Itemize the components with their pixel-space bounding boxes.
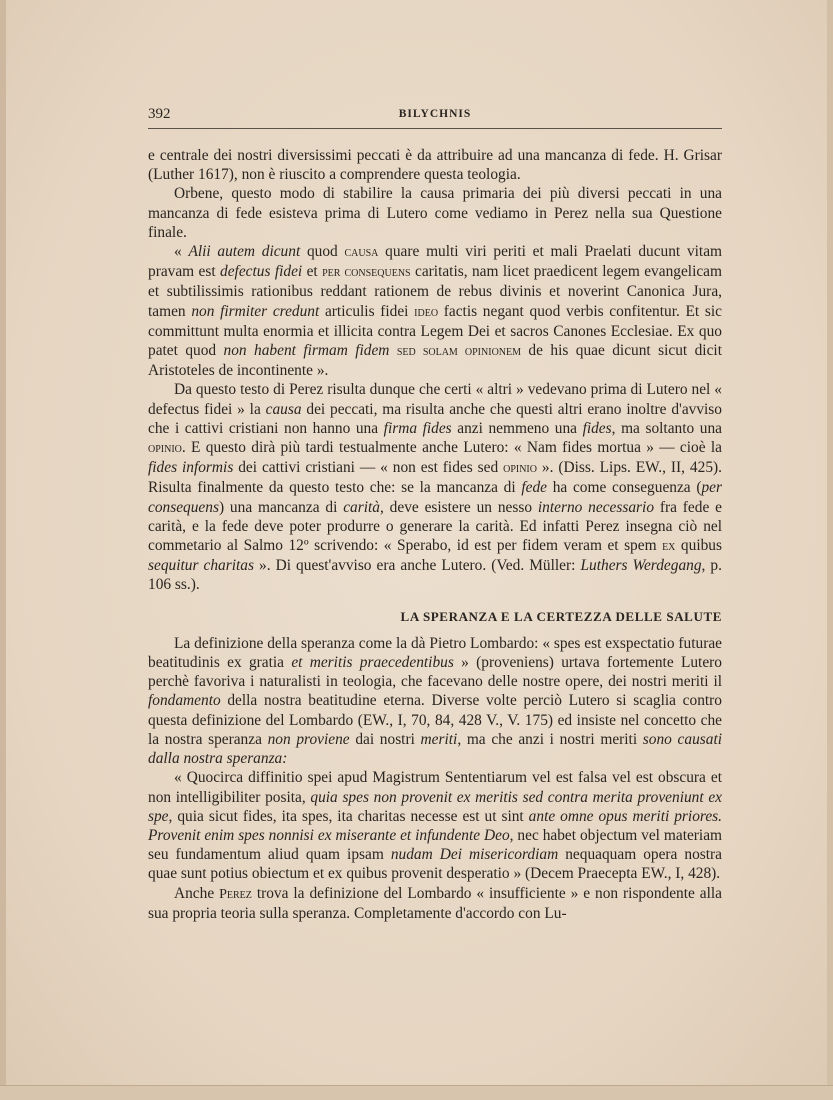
paragraph-p7: Anche Perez trova la definizione del Lombardo « insufficiente » e non rispondente alla sua propria teoria sulla speranza. Completamente d'accordo con Lu-: [148, 884, 723, 922]
italic-text: causa: [265, 400, 302, 418]
italic-text: fides: [582, 419, 612, 437]
page-edge-right: [827, 0, 833, 1100]
page-edge-left: [0, 0, 6, 1100]
running-title: BILYCHNIS: [398, 108, 472, 120]
italic-text: ante omne opus meriti priores. Provenit enim spes nonnisi ex miserante et infundente Deo: [148, 807, 722, 844]
small-caps-text: sed solam opinionem: [396, 344, 522, 360]
italic-text: non firmiter credunt: [191, 302, 320, 320]
italic-text: per consequens: [148, 479, 722, 516]
paragraph-p6: « Quocirca diffinitio spei apud Magistrum Sententiarum vel est falsa vel est obscura et non intelligibiliter posita, quia spes non provenit ex meritis sed contra merita proveniunt ex spe, quia sicut fides, ita spes, ita charitas necesse est ut sint ante omne opus meriti priores. Provenit enim spes nonnisi ex miserante et infundente Deo, nec habet objectum vel materiam seu fundamentum aliud quam ipsam nudam Dei misericordiam nequaquam opera nostra quae sunt potius obiectum et ex quibus provenit desperatio » (Decem Praecepta EW., I, 428).: [148, 769, 723, 883]
paragraphs-before-heading: [148, 146, 722, 595]
italic-text: sequitur charitas: [148, 557, 254, 575]
italic-text: carità: [343, 498, 380, 516]
italic-text: Luthers Werdegang: [580, 557, 702, 575]
italic-text: interno necessario: [537, 498, 655, 516]
italic-text: quia spes non provenit ex meritis sed contra merita proveniunt ex spe: [148, 788, 722, 825]
italic-text: fondamento: [148, 692, 221, 710]
page-edge-bottom: [0, 1085, 833, 1100]
small-caps-text: Perez: [219, 886, 252, 902]
italic-text: defectus fidei: [220, 263, 303, 281]
small-caps-text: opinio: [148, 441, 182, 457]
paragraph-p1: e centrale dei nostri diversissimi peccati è da attribuire ad una mancanza di fede. H. Grisar (Luther 1617), non è riuscito a comprendere questa teologia.: [148, 147, 722, 184]
paragraphs-after-heading: [148, 634, 722, 923]
italic-text: firma fides: [383, 419, 452, 437]
paragraph-p2: Orbene, questo modo di stabilire la causa primaria dei più diversi peccati in una mancanza di fede esisteva prima di Lutero come vediamo in Perez nella sua Questione finale.: [148, 185, 722, 241]
italic-text: fides informis: [148, 459, 234, 477]
italic-text: fede: [521, 479, 548, 497]
small-caps-text: ex: [662, 539, 676, 555]
small-caps-text: ideo: [414, 304, 439, 320]
page-number: 392: [148, 106, 171, 122]
italic-text: Alii autem dicunt: [188, 243, 301, 261]
paragraph-p5: La definizione della speranza come la dà Pietro Lombardo: « spes est exspectatio futurae beatitudinis ex gratia et meritis praecedentibus » (proveniens) urtava fortemente Lutero perchè favoriva i naturalisti in teologia, che facevano delle nostre opere, dei nostri meriti il fondamento della nostra beatitudine eterna. Diverse volte perciò Lutero si scaglia contro questa definizione del Lombardo (EW., I, 70, 84, 428 V., V. 175) ed insiste nel concetto che la nostra speranza non proviene dai nostri meriti, ma che anzi i nostri meriti sono causati dalla nostra speranza:: [148, 634, 723, 768]
small-caps-text: per consequens: [322, 265, 411, 281]
italic-text: et meritis praecedentibus: [291, 654, 454, 672]
italic-text: meriti: [420, 730, 458, 748]
paragraph-p4: Da questo testo di Perez risulta dunque che certi « altri » vedevano prima di Lutero nel « defectus fidei » la causa dei peccati, ma risulta anche che questi altri erano inoltre d'avviso che i cattivi cristiani non hanno una firma fides anzi nemmeno una fides, ma soltanto una opinio. E questo dirà più tardi testualmente anche Lutero: « Nam fides mortua » — cioè la fides informis dei cattivi cristiani — « non est fides sed opinio ». (Diss. Lips. EW., II, 425). Risulta finalmente da questo testo che: se la mancanza di fede ha come conseguenza (per consequens) una mancanza di carità, deve esistere un nesso interno necessario fra fede e carità, e la fede deve poter produrre o generare la carità. Ed infatti Perez insegna ciò nel commetario al Salmo 12º scrivendo: « Sperabo, id est per fidem veram et spem ex quibus sequitur charitas ». Di quest'avviso era anche Lutero. (Ved. Müller: Luthers Werdegang, p. 106 ss.).: [148, 381, 722, 594]
page-header: [148, 106, 722, 129]
small-caps-text: causa: [344, 245, 379, 261]
italic-text: non proviene: [267, 730, 350, 748]
italic-text: nudam Dei misericordiam: [390, 846, 559, 864]
body-text: [148, 146, 722, 923]
section-heading: LA SPERANZA E LA CERTEZZA DELLE SALUTE: [400, 608, 722, 624]
italic-text: sono causati dalla nostra speranza:: [148, 730, 723, 768]
paragraph-p3: « Alii autem dicunt quod causa quare multi viri periti et mali Praelati ducunt vitam pravam est defectus fidei et per consequens caritatis, nam licet praedicent legem evangelicam et subtilissimis rationibus reddant rationem de rebus divinis et noverint Canonica Jura, tamen non firmiter credunt articulis fidei ideo factis negant quod verbis confitentur. Et sic committunt multa enormia et illicita contra Legem Dei et sacros Canones Ecclesiae. Ex quo patet quod non habent firmam fidem sed solam opinionem de his quae dicunt sicut dicit Aristoteles de incontinente ».: [148, 243, 723, 380]
italic-text: non habent firmam fidem: [223, 342, 390, 360]
small-caps-text: opinio: [503, 461, 537, 477]
